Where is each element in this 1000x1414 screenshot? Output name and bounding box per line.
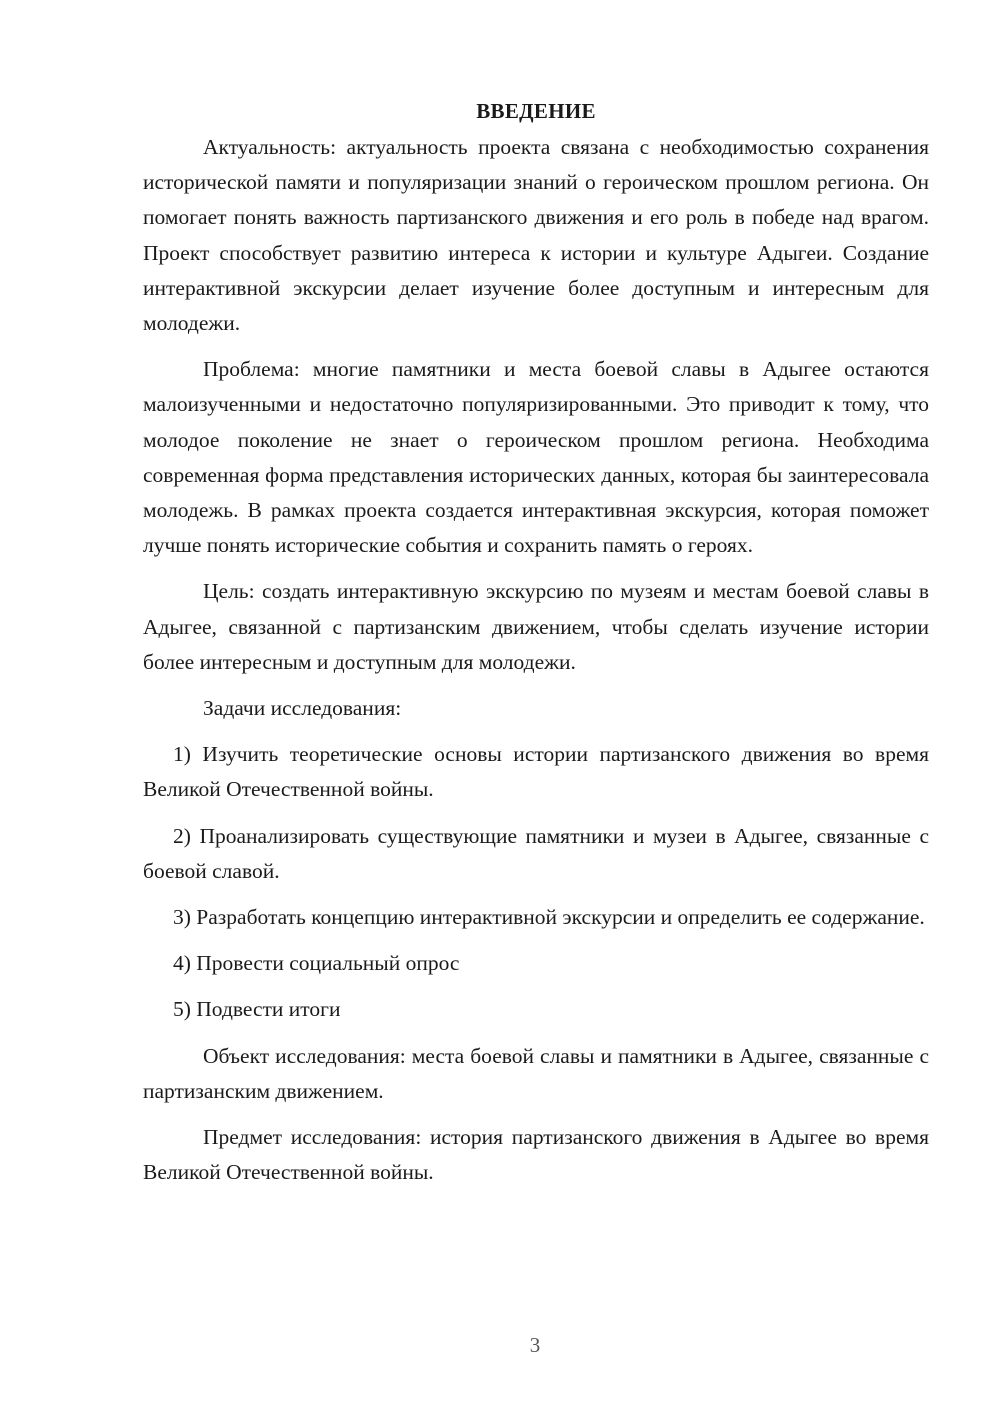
tasks-heading: Задачи исследования: — [203, 696, 402, 721]
task-item: 1) Изучить теоретические основы истории партизанского движения во время Великой Отечественной войны. — [143, 742, 929, 802]
paragraph-object: Объект исследования: места боевой славы и памятники в Адыгее, связанные с партизанским движением. — [143, 1043, 929, 1103]
paragraph-relevance: Актуальность: актуальность проекта связана с необходимостью сохранения исторической памяти и популяризации знаний о героическом прошлом региона. Он помогает понять важность партизанского движения и его роль в победе над врагом. Проект способствует развитию интереса к истории и культуре Адыгеи. Создание интерактивной экскурсии делает изучение более доступным и интересным для молодежи. — [143, 135, 929, 336]
document-page — [143, 96, 929, 1201]
page-number: 3 — [529, 1333, 541, 1357]
paragraph-goal: Цель: создать интерактивную экскурсию по музеям и местам боевой славы в Адыгее, связанной с партизанским движением, чтобы сделать изучение истории более интересным и доступным для молодежи. — [143, 579, 929, 674]
paragraph-subject: Предмет исследования: история партизанского движения в Адыгее во время Великой Отечественной войны. — [143, 1125, 929, 1185]
task-item: 3) Разработать концепцию интерактивной экскурсии и определить ее содержание. — [173, 905, 925, 930]
paragraph-problem: Проблема: многие памятники и места боевой славы в Адыгее остаются малоизученными и недостаточно популяризированными. Это приводит к тому, что молодое поколение не знает о героическом прошлом региона. Необходима современная форма представления исторических данных, которая бы заинтересовала молодежь. В рамках проекта создается интерактивная экскурсия, которая поможет лучше понять исторические события и сохранить память о героях. — [143, 357, 929, 558]
task-item: 4) Провести социальный опрос — [173, 951, 460, 976]
task-item: 5) Подвести итоги — [173, 997, 341, 1022]
task-item: 2) Проанализировать существующие памятники и музеи в Адыгее, связанные с боевой славой. — [143, 823, 929, 883]
section-title: ВВЕДЕНИЕ — [476, 99, 596, 123]
